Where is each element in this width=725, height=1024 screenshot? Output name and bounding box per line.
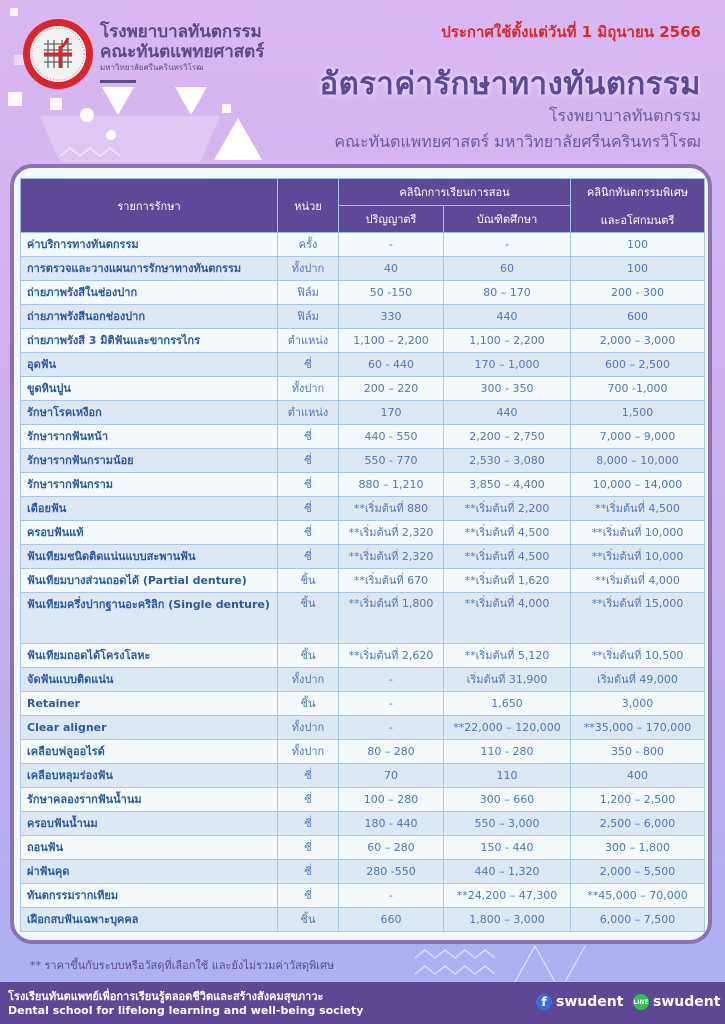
rates-table-body	[21, 233, 705, 932]
facebook-handle: swudent	[556, 994, 624, 1010]
treatment-name: จัดฟันแบบติดแน่น	[21, 668, 278, 692]
special-clinic-price: **เริ่มต้นที่ 15,000	[571, 593, 705, 644]
table-row	[21, 908, 705, 932]
postgrad-price: เริ่มต้นที่ 31,900	[444, 668, 571, 692]
unit-cell: ฟิล์ม	[278, 281, 339, 305]
unit-cell: ซี่	[278, 497, 339, 521]
unit-cell: ซี่	[278, 860, 339, 884]
undergrad-price: **เริ่มต้นที่ 880	[339, 497, 444, 521]
undergrad-price: 880 – 1,210	[339, 473, 444, 497]
treatment-name: เคลือบฟลูออไรด์	[21, 740, 278, 764]
table-row	[21, 644, 705, 668]
undergrad-price: 40	[339, 257, 444, 281]
page-title: อัตราค่ารักษาทางทันตกรรม	[319, 66, 701, 102]
special-clinic-price: 8,000 – 10,000	[571, 449, 705, 473]
treatment-name: ถอนฟัน	[21, 836, 278, 860]
organization-name	[100, 22, 264, 83]
header-special-clinic-line1: คลินิกทันตกรรมพิเศษ	[586, 185, 689, 199]
treatment-name: ครอบฟันน้ำนม	[21, 812, 278, 836]
special-clinic-price: 100	[571, 257, 705, 281]
special-clinic-price: 200 - 300	[571, 281, 705, 305]
special-clinic-price: 1,500	[571, 401, 705, 425]
postgrad-price: -	[444, 233, 571, 257]
treatment-name: ครอบฟันแท้	[21, 521, 278, 545]
unit-cell: ซี่	[278, 353, 339, 377]
unit-cell: ซี่	[278, 425, 339, 449]
treatment-name: การตรวจและวางแผนการรักษาทางทันตกรรม	[21, 257, 278, 281]
unit-cell: ตำแหน่ง	[278, 401, 339, 425]
undergrad-price: **เริ่มต้นที่ 2,620	[339, 644, 444, 668]
postgrad-price: 440	[444, 305, 571, 329]
undergrad-price: 60 - 440	[339, 353, 444, 377]
postgrad-price: 150 - 440	[444, 836, 571, 860]
table-row	[21, 521, 705, 545]
table-row	[21, 692, 705, 716]
postgrad-price: **เริ่มต้นที่ 5,120	[444, 644, 571, 668]
postgrad-price: 3,850 – 4,400	[444, 473, 571, 497]
treatment-name: ถ่ายภาพรังสี 3 มิติฟันและขากรรไกร	[21, 329, 278, 353]
price-footnote: ** ราคาขึ้นกับระบบหรือวัสดุที่เลือกใช้ และยังไม่รวมค่าวัสดุพิเศษ	[30, 959, 335, 972]
treatment-name: รักษาคลองรากฟันน้ำนม	[21, 788, 278, 812]
treatment-name: ฟันเทียมชนิดติดแน่นแบบสะพานฟัน	[21, 545, 278, 569]
postgrad-price: **22,000 – 120,000	[444, 716, 571, 740]
treatment-name: รักษาโรคเหงือก	[21, 401, 278, 425]
footer-slogan-th: โรงเรียนทันตแพทย์เพื่อการเรียนรู้ตลอดชีวิตและสร้างสังคมสุขภาวะ	[8, 990, 324, 1003]
faculty-logo	[22, 18, 94, 90]
table-row	[21, 425, 705, 449]
undergrad-price: 70	[339, 764, 444, 788]
treatment-name: ฟันเทียมบางส่วนถอดได้ (Partial denture)	[21, 569, 278, 593]
unit-cell: ครั้ง	[278, 233, 339, 257]
unit-cell: ชิ้น	[278, 644, 339, 668]
unit-cell: ชิ้น	[278, 593, 339, 644]
table-row	[21, 788, 705, 812]
treatment-name: Retainer	[21, 692, 278, 716]
rates-table	[20, 178, 705, 932]
unit-cell: ชิ้น	[278, 569, 339, 593]
undergrad-price: 170	[339, 401, 444, 425]
table-row	[21, 836, 705, 860]
undergrad-price: -	[339, 233, 444, 257]
special-clinic-price: 6,000 – 7,500	[571, 908, 705, 932]
postgrad-price: 300 - 350	[444, 377, 571, 401]
special-clinic-price: **เริ่มต้นที่ 10,000	[571, 521, 705, 545]
treatment-name: Clear aligner	[21, 716, 278, 740]
org-name-line1: โรงพยาบาลทันตกรรม	[100, 22, 262, 42]
undergrad-price: 280 -550	[339, 860, 444, 884]
special-clinic-price: 600 – 2,500	[571, 353, 705, 377]
table-row	[21, 353, 705, 377]
unit-cell: ทั้งปาก	[278, 257, 339, 281]
undergrad-price: -	[339, 716, 444, 740]
treatment-name: ถ่ายภาพรังสีในช่องปาก	[21, 281, 278, 305]
undergrad-price: 660	[339, 908, 444, 932]
table-row	[21, 233, 705, 257]
table-row	[21, 569, 705, 593]
undergrad-price: 200 – 220	[339, 377, 444, 401]
table-row	[21, 281, 705, 305]
unit-cell: ซี่	[278, 449, 339, 473]
postgrad-price: 1,100 – 2,200	[444, 329, 571, 353]
special-clinic-price: **45,000 – 70,000	[571, 884, 705, 908]
unit-cell: ซี่	[278, 545, 339, 569]
page-subtitle-faculty: คณะทันตแพทยศาสตร์ มหาวิทยาลัยศรีนครินทรวิโรฒ	[334, 132, 701, 151]
decor-lines	[415, 944, 715, 982]
unit-cell: ทั้งปาก	[278, 377, 339, 401]
postgrad-price: 2,530 – 3,080	[444, 449, 571, 473]
special-clinic-price: เริ่มต้นที่ 49,000	[571, 668, 705, 692]
special-clinic-price: 3,000	[571, 692, 705, 716]
unit-cell: ซี่	[278, 836, 339, 860]
special-clinic-price: 400	[571, 764, 705, 788]
table-row	[21, 473, 705, 497]
undergrad-price: 50 -150	[339, 281, 444, 305]
postgrad-price: **เริ่มต้นที่ 4,500	[444, 521, 571, 545]
special-clinic-price: **เริ่มต้นที่ 10,500	[571, 644, 705, 668]
unit-cell: ทั้งปาก	[278, 716, 339, 740]
decor-square	[50, 98, 62, 110]
table-row	[21, 884, 705, 908]
decor-triangle	[175, 87, 207, 115]
treatment-name: ผ่าฟันคุด	[21, 860, 278, 884]
special-clinic-price: 2,500 – 6,000	[571, 812, 705, 836]
undergrad-price: 550 - 770	[339, 449, 444, 473]
footer-bar	[0, 982, 725, 1024]
undergrad-price: 60 – 280	[339, 836, 444, 860]
table-row	[21, 764, 705, 788]
undergrad-price: -	[339, 884, 444, 908]
footer-slogan-en: Dental school for lifelong learning and well-being society	[8, 1004, 364, 1017]
decor-square	[10, 8, 18, 16]
special-clinic-price: 1,200 – 2,500	[571, 788, 705, 812]
table-row	[21, 668, 705, 692]
unit-cell: ชิ้น	[278, 908, 339, 932]
unit-cell: ทั้งปาก	[278, 740, 339, 764]
undergrad-price: 440 - 550	[339, 425, 444, 449]
table-row	[21, 812, 705, 836]
special-clinic-price: **เริ่มต้นที่ 4,000	[571, 569, 705, 593]
postgrad-price: **24,200 – 47,300	[444, 884, 571, 908]
postgrad-price: 440	[444, 401, 571, 425]
postgrad-price: **เริ่มต้นที่ 1,620	[444, 569, 571, 593]
special-clinic-price: 7,000 – 9,000	[571, 425, 705, 449]
postgrad-price: 550 – 3,000	[444, 812, 571, 836]
treatment-name: ทันตกรรมรากเทียม	[21, 884, 278, 908]
facebook-icon: f	[536, 994, 552, 1010]
treatment-name: ฟันเทียมครึ่งปากฐานอะคริลิก (Single denture)	[21, 593, 278, 644]
treatment-name: เคลือบหลุมร่องฟัน	[21, 764, 278, 788]
special-clinic-price: 300 – 1,800	[571, 836, 705, 860]
header-treatment: รายการรักษา	[21, 179, 278, 233]
postgrad-price: **เริ่มต้นที่ 4,000	[444, 593, 571, 644]
facebook-link[interactable]	[536, 994, 623, 1010]
treatment-name: เฝือกสบฟันเฉพาะบุคคล	[21, 908, 278, 932]
header-teaching-clinic: คลินิกการเรียนการสอน	[339, 179, 571, 206]
decor-polygon	[40, 112, 230, 164]
table-row	[21, 401, 705, 425]
treatment-name: รักษารากฟันกรามน้อย	[21, 449, 278, 473]
special-clinic-price: 700 -1,000	[571, 377, 705, 401]
special-clinic-price: **เริ่มต้นที่ 10,000	[571, 545, 705, 569]
header-special-clinic-line2: และอโศกมนตรี	[600, 213, 675, 227]
postgrad-price: 1,650	[444, 692, 571, 716]
decor-triangle	[102, 87, 134, 115]
undergrad-price: 330	[339, 305, 444, 329]
postgrad-price: 300 – 660	[444, 788, 571, 812]
postgrad-price: 110	[444, 764, 571, 788]
treatment-name: ค่าบริการทางทันตกรรม	[21, 233, 278, 257]
undergrad-price: -	[339, 692, 444, 716]
treatment-name: เดือยฟัน	[21, 497, 278, 521]
postgrad-price: 60	[444, 257, 571, 281]
undergrad-price: -	[339, 668, 444, 692]
table-row	[21, 497, 705, 521]
table-row	[21, 329, 705, 353]
header-postgrad: บัณฑิตศึกษา	[444, 206, 571, 233]
line-icon: LINE	[633, 994, 649, 1010]
unit-cell: ซี่	[278, 521, 339, 545]
postgrad-price: **เริ่มต้นที่ 2,200	[444, 497, 571, 521]
postgrad-price: 2,200 – 2,750	[444, 425, 571, 449]
unit-cell: ฟิล์ม	[278, 305, 339, 329]
undergrad-price: 100 – 280	[339, 788, 444, 812]
unit-cell: ชิ้น	[278, 692, 339, 716]
table-row	[21, 377, 705, 401]
postgrad-price: **เริ่มต้นที่ 4,500	[444, 545, 571, 569]
unit-cell: ซี่	[278, 884, 339, 908]
undergrad-price: 80 – 280	[339, 740, 444, 764]
treatment-name: ถ่ายภาพรังสีนอกช่องปาก	[21, 305, 278, 329]
undergrad-price: **เริ่มต้นที่ 2,320	[339, 545, 444, 569]
table-row	[21, 716, 705, 740]
special-clinic-price: 10,000 – 14,000	[571, 473, 705, 497]
undergrad-price: **เริ่มต้นที่ 1,800	[339, 593, 444, 644]
org-name-line2: คณะทันตแพทยศาสตร์	[100, 42, 265, 62]
divider	[100, 80, 136, 83]
unit-cell: ซี่	[278, 473, 339, 497]
page-subtitle-hospital: โรงพยาบาลทันตกรรม	[548, 106, 701, 125]
postgrad-price: 1,800 – 3,000	[444, 908, 571, 932]
undergrad-price: 1,100 – 2,200	[339, 329, 444, 353]
table-row	[21, 860, 705, 884]
treatment-name: ฟันเทียมถอดได้โครงโลหะ	[21, 644, 278, 668]
unit-cell: ซี่	[278, 788, 339, 812]
postgrad-price: 170 – 1,000	[444, 353, 571, 377]
table-row	[21, 593, 705, 644]
table-row	[21, 449, 705, 473]
special-clinic-price: 600	[571, 305, 705, 329]
effective-date-announcement: ประกาศใช้ตั้งแต่วันที่ 1 มิถุนายน 2566	[441, 23, 701, 41]
line-handle: swudent	[653, 994, 721, 1010]
special-clinic-price: 100	[571, 233, 705, 257]
table-row	[21, 545, 705, 569]
unit-cell: ซี่	[278, 764, 339, 788]
undergrad-price: **เริ่มต้นที่ 2,320	[339, 521, 444, 545]
special-clinic-price: **35,000 – 170,000	[571, 716, 705, 740]
table-row	[21, 305, 705, 329]
table-row	[21, 740, 705, 764]
unit-cell: ตำแหน่ง	[278, 329, 339, 353]
treatment-name: ขูดหินปูน	[21, 377, 278, 401]
postgrad-price: 110 - 280	[444, 740, 571, 764]
postgrad-price: 80 – 170	[444, 281, 571, 305]
header-undergrad: ปริญญาตรี	[339, 206, 444, 233]
treatment-name: รักษารากฟันกราม	[21, 473, 278, 497]
unit-cell: ทั้งปาก	[278, 668, 339, 692]
unit-cell: ซี่	[278, 812, 339, 836]
table-row	[21, 257, 705, 281]
header-special-clinic	[571, 179, 705, 233]
special-clinic-price: 2,000 – 3,000	[571, 329, 705, 353]
decor-square	[8, 92, 22, 106]
treatment-name: รักษารากฟันหน้า	[21, 425, 278, 449]
postgrad-price: 440 – 1,320	[444, 860, 571, 884]
special-clinic-price: 2,000 – 5,500	[571, 860, 705, 884]
treatment-name: อุดฟัน	[21, 353, 278, 377]
org-name-line3: มหาวิทยาลัยศรีนครินทรวิโรฒ	[100, 63, 204, 72]
header-unit: หน่วย	[278, 179, 339, 233]
special-clinic-price: 350 - 800	[571, 740, 705, 764]
special-clinic-price: **เริ่มต้นที่ 4,500	[571, 497, 705, 521]
undergrad-price: **เริ่มต้นที่ 670	[339, 569, 444, 593]
line-link[interactable]	[633, 994, 720, 1010]
undergrad-price: 180 - 440	[339, 812, 444, 836]
